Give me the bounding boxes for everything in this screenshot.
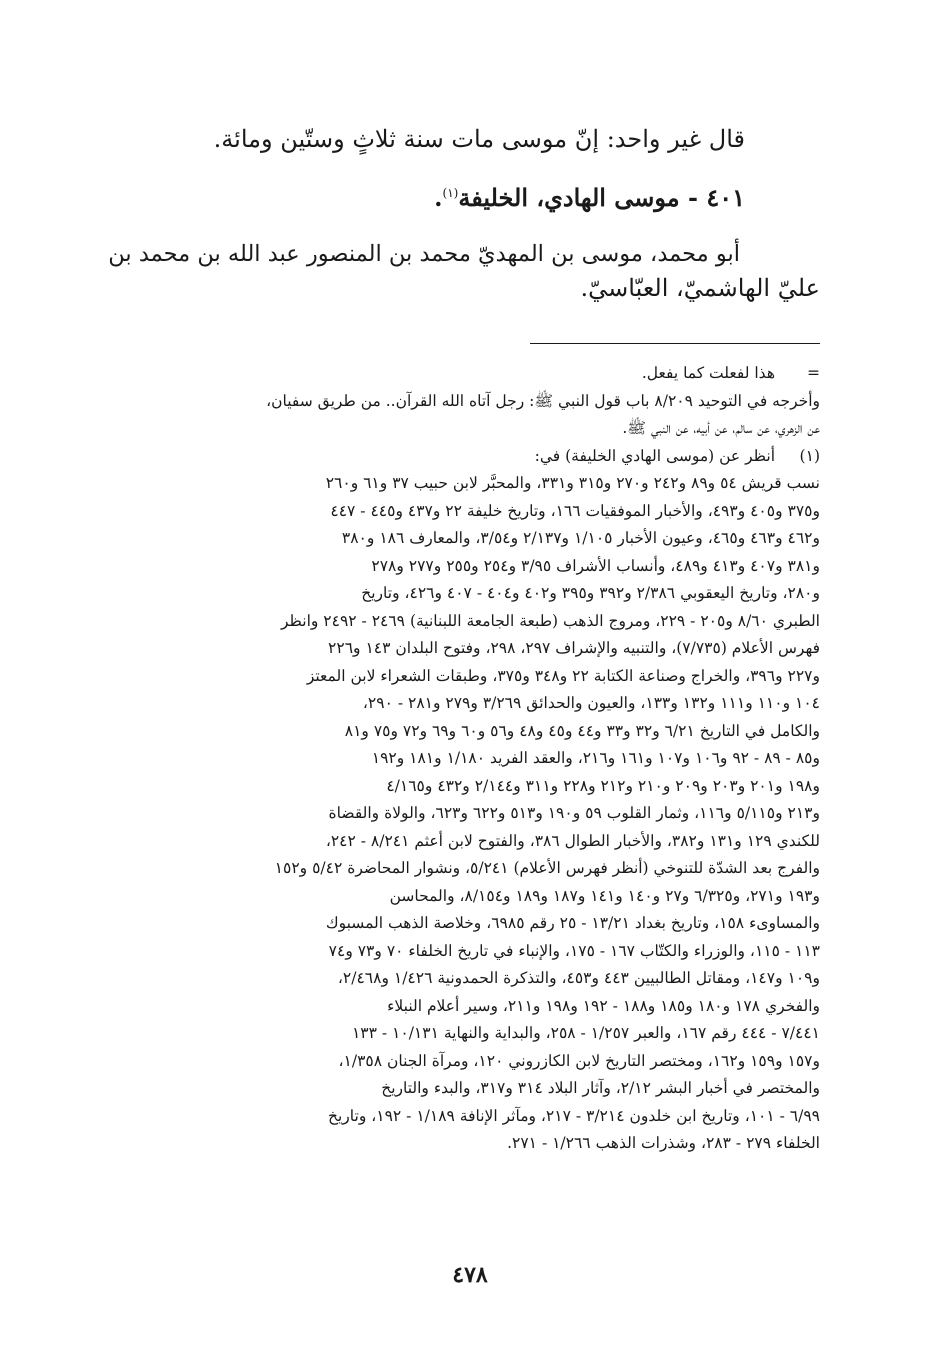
footnote-reference[interactable]: (١) [442, 186, 459, 200]
entry-heading-period: . [434, 183, 443, 212]
source-line: و١٥٧ و١٥٩ و١٦٢، ومختصر التاريخ لابن الكازروني ١٢٠، ومرآة الجنان ١/٣٥٨، [338, 1051, 820, 1070]
source-line: و٤٦٢ و٤٦٣ و٤٦٥، وعيون الأخبار ١/١٠٥ و٢/١٣٧ و٣/٥٤، والمعارف ١٨٦ و٣٨٠ [341, 529, 820, 547]
footnote-1-sources [105, 470, 820, 1158]
footnotes-block [105, 360, 820, 1158]
source-line: نسب قريش ٥٤ و٨٩ و٢٤٢ و٢٧٠ و٣١٥ و٣٣١، والمحبَّر لابن حبيب ٣٧ و٦١ و٢٦٠ [325, 474, 820, 492]
lineage-line-1-text: أبو محمد، موسى بن المهديّ محمد بن المنصور عبد الله بن محمد بن [108, 241, 740, 267]
source-line: و٢٢٧ و٣٩٦، والخراج وصناعة الكتابة ٢٢ و٣٤٨ و٣٧٥، وطبقات الشعراء لابن المعتز [306, 666, 820, 685]
source-line: والمختصر في أخبار البشر ٢/١٢، وآثار البلاد ٣١٤ و٣١٧، والبدء والتاريخ [381, 1079, 820, 1097]
source-line: و٣٨١ و٤٠٧ و٤١٣ و٤٨٩، وأنساب الأشراف ٣/٩٥ و٢٥٤ و٢٥٥ و٢٧٧ و٢٧٨ [371, 556, 820, 575]
source-line: فهرس الأعلام (٧/٧٣٥)، والتنبيه والإشراف ٢٩٧، ٢٩٨، وفتوح البلدان ١٤٣ و٢٢٦ [328, 639, 820, 657]
source-line: ١١٣ - ١١٥، والوزراء والكتّاب ١٦٧ - ١٧٥، والإنباء في تاريخ الخلفاء ٧٠ و٧٣ و٧٤ [328, 941, 820, 960]
source-line: و٨٥ - ٨٩ - ٩٢ و١٠٦ و١٠٧ و١٦١ و٢١٦، والعقد الفريد ١/١٨٠ و١٨١ و١٩٢ [371, 749, 820, 767]
main-text-block [105, 122, 820, 305]
source-line: ١٠٤ و١١٠ و١١١ و١٣٢ و١٣٣، والعيون والحدائق ٣/٢٦٩ و٢٧٩ و٢٨١ - ٢٩٠، [362, 694, 820, 712]
source-line: للكندي ١٢٩ و١٣١ و٣٨٢، والأخبار الطوال ٣٨٦، والفتوح لابن أعثم ٨/٢٤١ - ٢٤٢، [325, 831, 820, 850]
lineage-paragraph [105, 237, 820, 305]
narration-line: قال غير واحد: إنّ موسى مات سنة ثلاثٍ وستّين ومائة. [213, 125, 745, 153]
source-line: ٦/٩٩ - ١٠١، وتاريخ ابن خلدون ٣/٢١٤ - ٢١٧، ومآثر الإنافة ١/١٨٩ - ١٩٢، وتاريخ [327, 1106, 820, 1125]
lineage-line-1 [105, 237, 820, 271]
footnote-divider [530, 343, 820, 344]
source-line: الخلفاء ٢٧٩ - ٢٨٣، وشذرات الذهب ١/٢٦٦ - ٢٧١. [507, 1134, 820, 1152]
source-line: و٢١٣ و٥/١١٥ و١١٦، وثمار القلوب ٥٩ و١٩٠ و٥١٣ و٦٢٢ و٦٢٣، والولاة والقضاة [328, 804, 820, 822]
source-line: و١٩٨ و٢٠١ و٢٠٣ و٢٠٩ و٢١٠ و٢١٢ و٢٢٨ و٣١١ و٢/١٤٤ و٤٣٢ و٤/١٦٥ [386, 776, 820, 795]
source-line: ٧/٤٤١ - ٤٤٤ رقم ١٦٧، والعبر ١/٢٥٧ - ٢٥٨، والبداية والنهاية ١٠/١٣١ - ١٣٣ [351, 1024, 820, 1042]
entry-heading-text: ٤٠١ - موسى الهادي، الخليفة [458, 183, 745, 212]
source-line: و٣٧٥ و٤٠٥ و٤٩٣، والأخبار الموفقيات ١٦٦، وتاريخ خليفة ٢٢ و٤٣٧ و٤٤٥ - ٤٤٧ [330, 501, 820, 520]
page-number: ٤٧٨ [452, 1262, 488, 1288]
footnote-1-intro: أنظر عن (موسى الهادي الخليفة) في: [534, 446, 775, 465]
source-line: والفخري ١٧٨ و١٨٠ و١٨٥ و١٨٨ - ١٩٢ و١٩٨ و٢١١، وسير أعلام النبلاء [387, 996, 820, 1015]
source-line: و٢٨٠، وتاريخ اليعقوبي ٢/٣٨٦ و٣٩٢ و٣٩٥ و٤٠٢ و٤٠٤ - ٤٠٧ و٤٢٦، وتاريخ [361, 584, 820, 602]
source-line: والمساوىء ١٥٨، وتاريخ بغداد ١٣/٢١ - ٢٥ رقم ٦٩٨٥، وخلاصة الذهب المسبوك [325, 914, 820, 932]
source-line: و١٩٣ و٢٧١، و٦/٣٢٥ و٢٧ و١٤٠ و١٤١ و١٨٧ و١٨٩ و٨/١٥٤، والمحاسن [389, 886, 820, 905]
continuation-marker: = [807, 364, 820, 382]
continuation-line: وأخرجه في التوحيد ٨/٢٠٩ باب قول النبي ﷺ: رجل آتاه الله القرآن.. من طريق سفيان، [266, 391, 820, 410]
continuation-line: هذا لفعلت كما يفعل. [641, 364, 775, 382]
footnote-continuation [105, 360, 820, 388]
source-line: والفرج بعد الشدّة للتنوخي (أنظر فهرس الأعلام) ٥/٢٤١، ونشوار المحاضرة ٥/٤٢ و١٥٢ [274, 859, 820, 877]
entry-heading [105, 176, 745, 215]
source-line: و١٠٩ و١٤٧، ومقاتل الطالبيين ٤٤٣ و٤٥٣، والتذكرة الحمدونية ١/٤٢٦ و٢/٤٦٨، [337, 969, 820, 987]
source-line: الطبري ٨/٦٠ و٢٠٥ - ٢٢٩، ومروج الذهب (طبعة الجامعة اللبنانية) ٢٤٦٩ - ٢٤٩٢ وانظر [280, 611, 820, 630]
footnote-1-marker: (١) [799, 446, 820, 465]
lineage-line-2: عليّ الهاشميّ، العبّاسيّ. [580, 274, 820, 302]
source-line: والكامل في التاريخ ٦/٢١ و٣٢ و٣٣ و٤٤ و٤٥ و٤٨ و٥٦ و٦٠ و٦٩ و٧٢ و٧٥ و٨١ [344, 721, 820, 740]
footnote-1 [105, 443, 820, 471]
continuation-line: عن الزهري، عن سالم، عن أبيه، عن النبي ﷺ. [622, 419, 820, 437]
footnote-continuation-text [105, 388, 820, 443]
